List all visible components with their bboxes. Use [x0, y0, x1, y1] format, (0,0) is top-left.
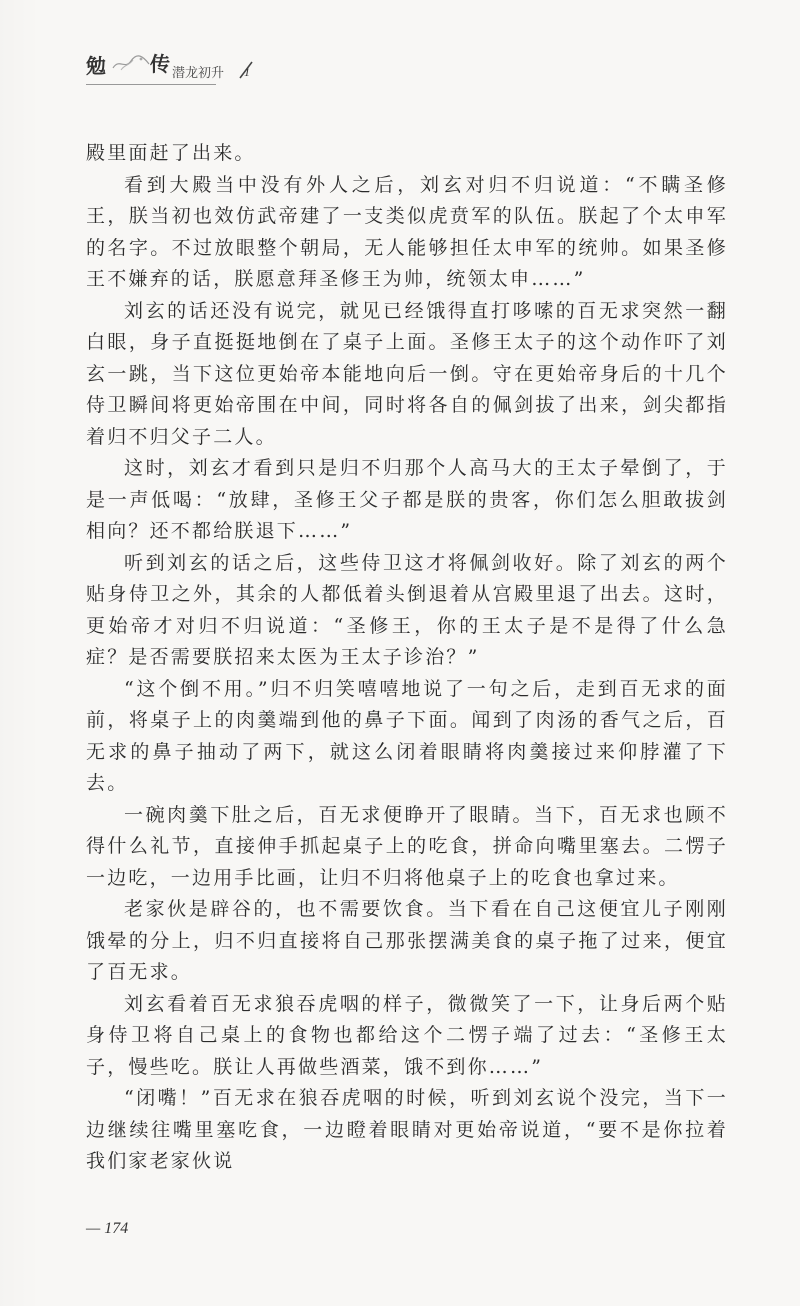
header-rule [86, 84, 216, 85]
paragraph: 殿里面赶了出来。 [86, 142, 256, 164]
decorative-swirl-icon [111, 52, 151, 74]
running-head-title-char-1: 勉 [86, 54, 106, 78]
volume-number-icon [236, 60, 256, 80]
body-text [86, 138, 728, 1178]
volume-number: 1 [244, 65, 250, 79]
paragraph: 刘玄的话还没有说完，就见已经饿得直打哆嗦的百无求突然一翻白眼，身子直挺挺地倒在了桌子上面。圣修王太子的这个动作吓了刘玄一跳，当下这位更始帝本能地向后一倒。守在更始帝身后的十几个侍卫瞬间将更始帝围在中间，同时将各自的佩剑拔了出来，剑尖都指着归不归父子二人。 [86, 299, 728, 448]
running-head [86, 48, 416, 88]
paragraph: “闭嘴！”百无求在狼吞虎咽的时候，听到刘玄说个没完，当下一边继续往嘴里塞吃食，一边瞪着眼睛对更始帝说道，“要不是你拉着我们家老家伙说 [86, 1087, 728, 1172]
paragraph: 这时，刘玄才看到只是归不归那个人高马大的王太子晕倒了，于是一声低喝：“放肆，圣修王父子都是朕的贵客，你们怎么胆敢拔剑相向？还不都给朕退下……” [86, 457, 728, 542]
running-head-subtitle: 潜龙初升 [172, 66, 225, 81]
paragraph: 听到刘玄的话之后，这些侍卫这才将佩剑收好。除了刘玄的两个贴身侍卫之外，其余的人都低着头倒退着从宫殿里退了出去。这时，更始帝才对归不归说道：“圣修王，你的王太子是不是得了什么急症？是否需要朕招来太医为王太子诊治？” [86, 551, 728, 668]
paragraph: 一碗肉羹下肚之后，百无求便睁开了眼睛。当下，百无求也顾不得什么礼节，直接伸手抓起桌子上的吃食，拼命向嘴里塞去。二愣子一边吃，一边用手比画，让归不归将他桌子上的吃食也拿过来。 [86, 803, 728, 889]
paragraph: 老家伙是辟谷的，也不需要饮食。当下看在自己这便宜儿子刚刚饿晕的分上，归不归直接将自己那张摆满美食的桌子拖了过来，便宜了百无求。 [86, 898, 728, 983]
running-head-title-char-2: 传 [150, 52, 170, 76]
paragraph: 刘玄看着百无求狼吞虎咽的样子，微微笑了一下，让身后两个贴身侍卫将自己桌上的食物也都给这个二愣子端了过去：“圣修王太子，慢些吃。朕让人再做些酒菜，饿不到你……” [86, 992, 728, 1078]
paragraph: “这个倒不用。”归不归笑嘻嘻地说了一句之后，走到百无求的面前，将桌子上的肉羹端到他的鼻子下面。闻到了肉汤的香气之后，百无求的鼻子抽动了两下，就这么闭着眼睛将肉羹接过来仰脖灌了下去。 [86, 677, 728, 794]
paragraph: 看到大殿当中没有外人之后，刘玄对归不归说道：“不瞒圣修王，朕当初也效仿武帝建了一支类似虎贲军的队伍。朕起了个太申军的名字。不过放眼整个朝局，无人能够担任太申军的统帅。如果圣修王不嫌弃的话，朕愿意拜圣修王为帅，统领太申……” [86, 173, 728, 290]
page-number: — 174 [86, 1220, 129, 1237]
